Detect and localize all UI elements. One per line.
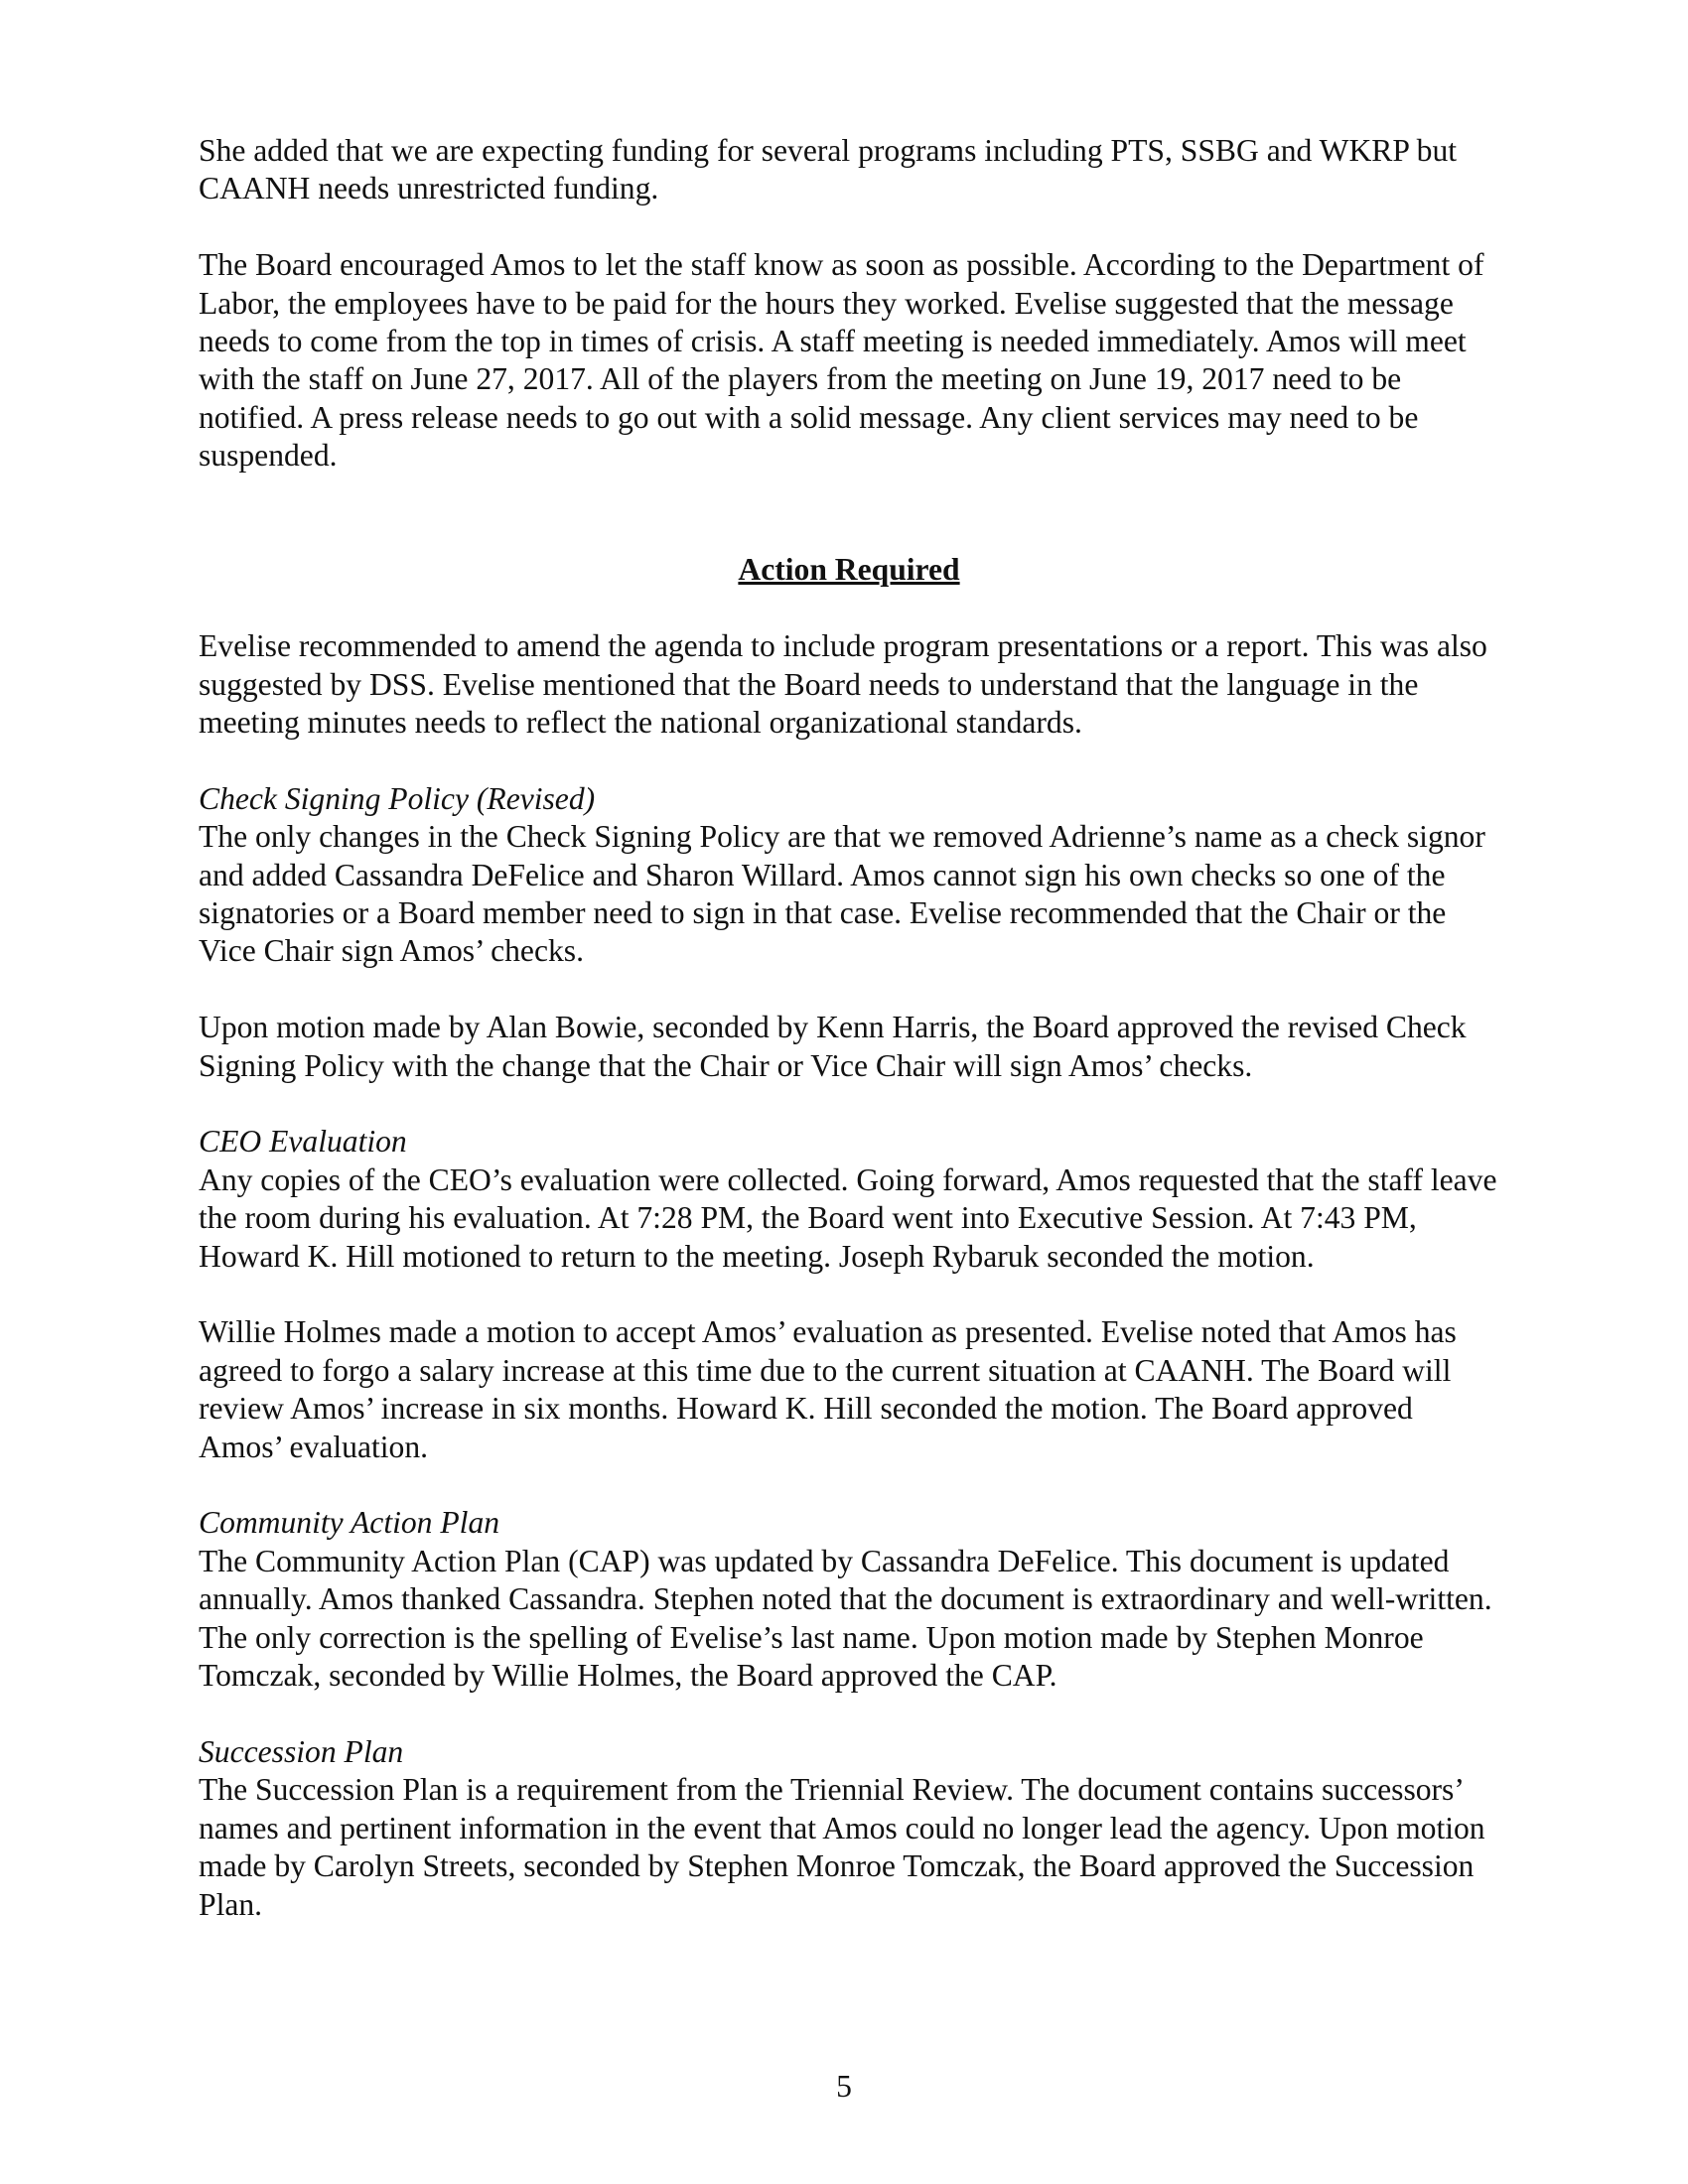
community-action-plan-body: The Community Action Plan (CAP) was updated by Cassandra DeFelice. This document is updated annually. Amos thanked Cassandra. Stephen noted that the document is extraordinary and well-written. The only correction is the spelling of Evelise’s last name. Upon motion made by Stephen Monroe Tomczak, seconded by Willie Holmes, the Board approved the CAP. bbox=[199, 1543, 1492, 1694]
community-action-plan-title: Community Action Plan bbox=[199, 1505, 500, 1541]
action-required-intro: Evelise recommended to amend the agenda to include program presentations or a report. This was also suggested by DSS. Evelise mentioned that the Board needs to understand that the language in the meeting minutes needs to reflect the national organizational standards. bbox=[199, 628, 1487, 741]
succession-plan-title: Succession Plan bbox=[199, 1733, 404, 1769]
check-signing-policy-body: The only changes in the Check Signing Policy are that we removed Adrienne’s name as a check signor and added Cassandra DeFelice and Sharon Willard. Amos cannot sign his own checks so one of the signatories or a Board member need to sign in that case. Evelise recommended that the Chair or the Vice Chair sign Amos’ checks. bbox=[199, 819, 1485, 969]
ceo-evaluation-body: Any copies of the CEO’s evaluation were collected. Going forward, Amos requested that the staff leave the room during his evaluation. At 7:28 PM, the Board went into Executive Session. At 7:43 PM, Howard K. Hill motioned to return to the meeting. Joseph Rybaruk seconded the motion. bbox=[199, 1161, 1497, 1274]
succession-plan-body: The Succession Plan is a requirement from the Triennial Review. The document contains successors’ names and pertinent information in the event that Amos could no longer lead the agency. Upon motion made by Carolyn Streets, seconded by Stephen Monroe Tomczak, the Board approved the Succession Plan. bbox=[199, 1772, 1485, 1922]
page-number: 5 bbox=[836, 2069, 852, 2104]
funding-paragraph: She added that we are expecting funding for several programs including PTS, SSBG and WKRP but CAANH needs unrestricted funding. bbox=[199, 133, 1458, 206]
document-page bbox=[199, 132, 1499, 1962]
section-spacer bbox=[199, 513, 1499, 551]
check-signing-policy-motion: Upon motion made by Alan Bowie, seconded by Kenn Harris, the Board approved the revised Check Signing Policy with the change that the Chair or Vice Chair will sign Amos’ checks. bbox=[199, 1010, 1467, 1083]
ceo-evaluation-title: CEO Evaluation bbox=[199, 1124, 407, 1160]
check-signing-policy-title: Check Signing Policy (Revised) bbox=[199, 780, 596, 816]
board-encouraged-paragraph: The Board encouraged Amos to let the staff know as soon as possible. According to the Department of Labor, the employees have to be paid for the hours they worked. Evelise suggested that the message needs to come from the top in times of crisis. A staff meeting is needed immediately. Amos will meet with the staff on June 27, 2017. All of the players from the meeting on June 19, 2017 need to be notified. A press release needs to go out with a solid message. Any client services may need to be suspended. bbox=[199, 247, 1484, 474]
action-required-heading: Action Required bbox=[738, 552, 960, 588]
ceo-evaluation-motion: Willie Holmes made a motion to accept Amos’ evaluation as presented. Evelise noted that Amos has agreed to forgo a salary increase at this time due to the current situation at CAANH. The Board will review Amos’ increase in six months. Howard K. Hill seconded the motion. The Board approved Amos’ evaluation. bbox=[199, 1314, 1457, 1464]
